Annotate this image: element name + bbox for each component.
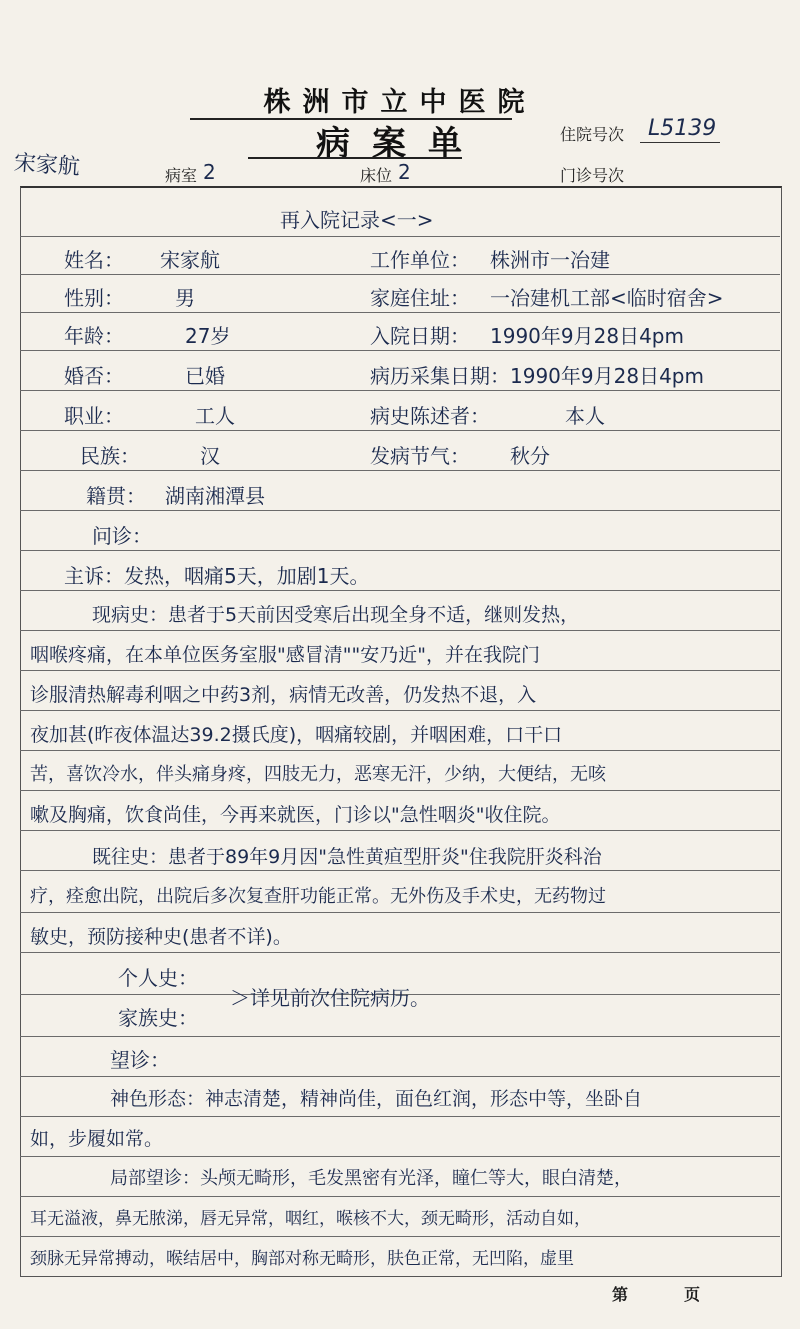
exam-line: 局部望诊：头颅无畸形，毛发黑密有光泽，瞳仁等大，眼白清楚， (110, 1168, 632, 1189)
exam-line: 如，步履如常。 (30, 1128, 164, 1150)
ruled-line (20, 590, 780, 591)
ruled-line (20, 1036, 780, 1037)
ruled-line (20, 312, 780, 313)
origin-value: 湖南湘潭县 (165, 484, 265, 508)
admission-no-label: 住院号次 (560, 125, 625, 144)
present-history-line: 现病史：患者于5天前因受寒后出现全身不适，继则发热， (92, 604, 580, 626)
ruled-line (20, 870, 780, 871)
ruled-line (20, 510, 780, 511)
outpatient-no-label: 门诊号次 (560, 166, 625, 185)
family-history-label: 家族史： (118, 1006, 198, 1030)
address-value: 一冶建机工部<临时宿舍> (490, 286, 724, 310)
sex-value: 男 (175, 286, 195, 310)
form-title: 病案单 (316, 124, 484, 164)
ethnicity-label: 民族： (80, 444, 140, 468)
present-history-line: 诊服清热解毒利咽之中药3剂，病情无改善，仍发热不退，入 (30, 684, 537, 706)
page-label-prefix: 第 (612, 1285, 629, 1304)
marital-label: 婚否： (64, 364, 124, 388)
ruled-line (20, 750, 780, 751)
present-history-line: 苦，喜饮冷水，伴头痛身疼，四肢无力，恶寒无汗，少纳，大便结，无咳 (30, 764, 606, 785)
ruled-line (20, 350, 780, 351)
ruled-line (20, 710, 780, 711)
ruled-line (20, 470, 780, 471)
personal-history-label: 个人史： (118, 966, 198, 990)
exam-heading: 望诊： (110, 1048, 170, 1072)
ruled-line (20, 236, 780, 237)
onset-season-value: 秋分 (510, 444, 550, 468)
name-value: 宋家航 (160, 248, 220, 272)
bed-label: 床位 (360, 166, 393, 185)
ruled-line (20, 1156, 780, 1157)
present-history-line: 嗽及胸痛，饮食尚佳，今再来就医，门诊以"急性咽炎"收住院。 (30, 804, 561, 826)
marital-value: 已婚 (185, 364, 225, 388)
age-value: 27岁 (185, 324, 231, 348)
address-label: 家庭住址： (370, 286, 470, 310)
ruled-line (20, 1076, 780, 1077)
admission-no-value: L5139 (648, 116, 717, 141)
occupation-value: 工人 (195, 404, 235, 428)
past-history-line: 敏史，预防接种史(患者不详)。 (30, 926, 292, 948)
ruled-line (20, 390, 780, 391)
age-label: 年龄： (64, 324, 124, 348)
work-unit-label: 工作单位： (370, 248, 470, 272)
see-previous-note: ＞详见前次住院病历。 (230, 986, 430, 1010)
sex-label: 性别： (64, 286, 124, 310)
inquiry-heading: 问诊： (92, 524, 152, 548)
ruled-line (20, 550, 780, 551)
name-label: 姓名： (64, 248, 124, 272)
chief-complaint: 主诉：发热，咽痛5天，加剧1天。 (64, 564, 370, 588)
present-history-line: 夜加甚(昨夜体温达39.2摄氏度)，咽痛较剧，并咽困难，口干口 (30, 724, 563, 746)
collection-date-value: 1990年9月28日4pm (510, 364, 704, 388)
bed-value: 2 (398, 160, 411, 184)
ruled-line (20, 790, 780, 791)
exam-line: 神色形态：神志清楚，精神尚佳，面色红润，形态中等，坐卧自 (110, 1088, 643, 1110)
ward-label: 病室 (165, 166, 198, 185)
past-history-line: 疗，痊愈出院，出院后多次复查肝功能正常。无外伤及手术史，无药物过 (30, 886, 606, 907)
ruled-line (20, 274, 780, 275)
ethnicity-value: 汉 (200, 444, 220, 468)
exam-line: 颈脉无异常搏动，喉结居中，胸部对称无畸形，肤色正常，无凹陷，虚里 (30, 1249, 574, 1269)
patient-name-margin-note: 宋家航 (13, 150, 81, 181)
past-history-line: 既往史：患者于89年9月因"急性黄疸型肝炎"住我院肝炎科治 (92, 846, 602, 868)
ruled-line (20, 912, 780, 913)
admission-no-underline (640, 142, 720, 143)
present-history-line: 咽喉疼痛，在本单位医务室服"感冒清""安乃近"，并在我院门 (30, 644, 540, 666)
record-title: 再入院记录<一> (280, 208, 434, 232)
ruled-line (20, 830, 780, 831)
ruled-line (20, 952, 780, 953)
work-unit-value: 株洲市一冶建 (490, 248, 610, 272)
ward-value: 2 (203, 160, 216, 184)
ruled-line (20, 670, 780, 671)
ruled-line (20, 630, 780, 631)
page-label-suffix: 页 (684, 1285, 701, 1304)
ruled-line (20, 1196, 780, 1197)
narrator-label: 病史陈述者： (370, 404, 490, 428)
exam-line: 耳无溢液，鼻无脓涕，唇无异常，咽红，喉核不大，颈无畸形，活动自如， (30, 1209, 591, 1229)
admission-date-value: 1990年9月28日4pm (490, 324, 684, 348)
ruled-line (20, 1236, 780, 1237)
occupation-label: 职业： (64, 404, 124, 428)
collection-date-label: 病历采集日期： (370, 364, 510, 388)
ruled-line (20, 430, 780, 431)
ruled-line (20, 1116, 780, 1117)
admission-date-label: 入院日期： (370, 324, 470, 348)
origin-label: 籍贯： (86, 484, 146, 508)
onset-season-label: 发病节气： (370, 444, 470, 468)
title-underline (248, 157, 462, 159)
hospital-name: 株洲市立中医院 (263, 87, 537, 118)
narrator-value: 本人 (565, 404, 605, 428)
